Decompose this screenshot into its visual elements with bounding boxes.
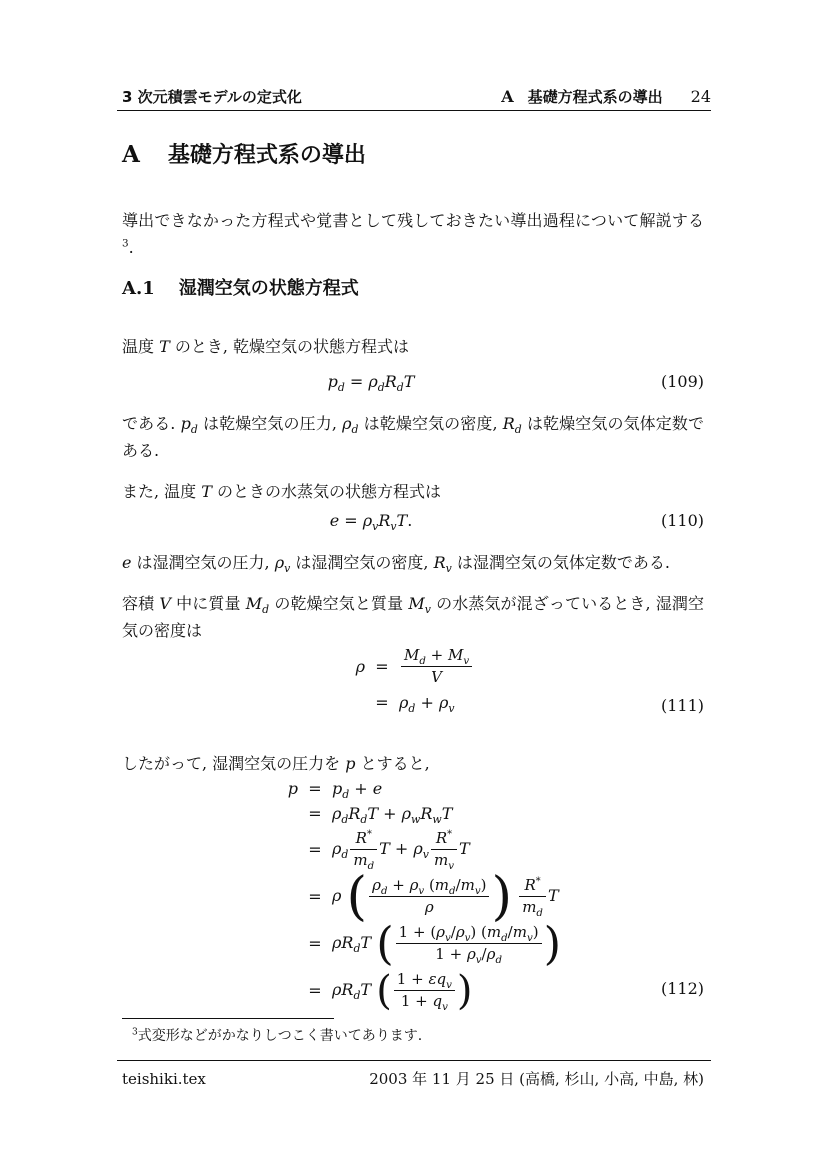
equation-112 [122,776,704,1014]
page-footer [122,1068,704,1089]
equals-sign: = [308,887,322,906]
equation-111-number: (111) [660,696,704,715]
footnote-mark: 3 [132,1027,138,1038]
equation-109 [122,372,704,395]
paragraph-vapor-desc: e は湿潤空気の圧力, $\rho_v$ は湿潤空気の密度, $R_v$ は湿潤空気の気体定数である. [122,553,670,576]
footer-filename: teishiki.tex [122,1070,206,1088]
subsection-label: A.1 [122,278,155,299]
equation-112-row5: $\rho R_dT$ ( $\frac{1 + (\rho_v/\rho_v) (m_d/m_v)}{1 + \rho_v/\rho_d}$ ) [332,916,562,970]
equation-110-number: (110) [660,511,704,530]
footnote-rule [122,1018,334,1019]
equation-109-math: $p_d = \rho_dR_dT$ [327,372,415,395]
header-rule [117,110,711,111]
equation-110-math: $e = \rho_vR_vT$. [329,511,413,534]
equation-112-row2: $\rho_dR_dT + \rho_wR_wT$ [332,804,453,827]
section-heading [122,138,366,169]
subsection-heading [122,274,359,300]
equals-sign: = [308,840,322,859]
paragraph-volume-mixture: 容積 V 中に質量 $M_d$ の乾燥空気と質量 $M_v$ の水蒸気が混ざっているとき, 湿潤空気の密度は [122,594,704,640]
paragraph-therefore: したがって, 湿潤空気の圧力を p とすると, [122,754,430,773]
equation-112-row3: $\rho_d$ $\frac{R^*}{m_d}$ $T + \rho_v$ $\frac{R^*}{m_v}$ T [332,829,470,872]
header-section-label: A [501,87,514,106]
section-label: A [122,141,140,168]
paragraph-vapor-intro: また, 温度 T のときの水蒸気の状態方程式は [122,482,442,501]
equation-112-row4: ρ ( $\frac{\rho_d + \rho_v (m_d/m_v)}{\rho}$ ) $\frac{R^*}{m_d}$ T [332,865,559,927]
paragraph-dry-air-intro: 温度 T のとき, 乾燥空気の状態方程式は [122,337,410,356]
section-title: 基礎方程式系の導出 [167,143,366,168]
paragraph-dry-air-desc: である. $p_d$ は乾燥空気の圧力, $\rho_d$ は乾燥空気の密度, $R_d$ は乾燥空気の気体定数である. [122,414,704,460]
equals-sign: = [375,693,389,712]
equation-111 [122,643,704,721]
equation-111-row1: $\frac{M_d + M_v}{V}$ [399,643,474,690]
running-header [122,86,711,107]
header-section-title: 基礎方程式系の導出 [527,88,663,106]
equation-112-row1: $p_d + e$ [332,779,383,802]
equation-112-number: (112) [660,979,704,998]
footer-rule [117,1060,711,1061]
footnote-text: 式変形などがかなりしつこく書いてあります. [137,1028,423,1044]
header-left-text: 3 次元積雲モデルの定式化 [122,88,302,106]
equation-111-align [347,643,474,715]
equals-sign: = [308,934,322,953]
subsection-title: 湿潤空気の状態方程式 [178,278,359,299]
intro-paragraph: 導出できなかった方程式や覚書として残しておきたい導出過程について解説する$^3$. [122,211,704,257]
equals-sign: = [375,657,389,676]
header-right-text [501,86,711,107]
equation-111-lhs: ρ [355,657,365,676]
footer-date-authors: 2003 年 11 月 25 日 (高橋, 杉山, 小高, 中島, 林) [369,1070,704,1088]
header-page-number: 24 [690,87,711,106]
equals-sign: = [308,981,322,1000]
equation-112-row6: $\rho R_dT$ ( $1 + \varepsilon q_v$ $1 + q_v$ ) [332,967,473,1014]
equation-112-lhs: p [287,779,298,798]
equals-sign: = [308,779,322,798]
equation-111-row2: $\rho_d + \rho_v$ [399,693,455,716]
footnote [122,1026,704,1046]
equation-109-number: (109) [660,372,704,391]
equation-110 [122,511,704,534]
footnote-body [122,1028,422,1044]
equals-sign: = [308,804,322,823]
equation-112-align [280,776,561,1014]
